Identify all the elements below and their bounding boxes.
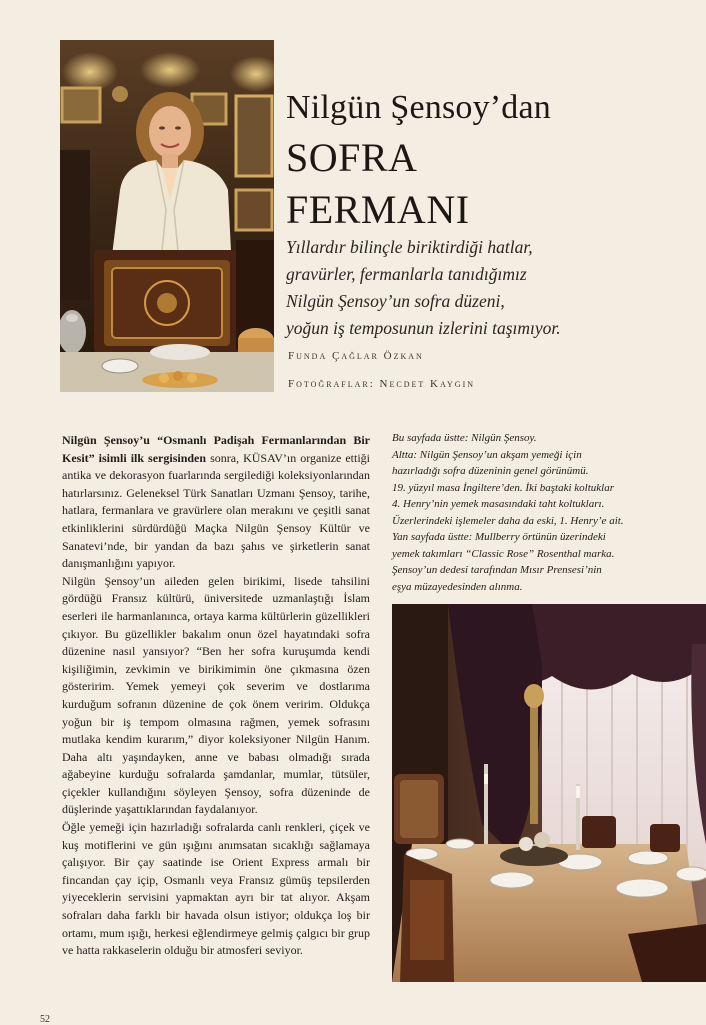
- page-number: 52: [40, 1014, 50, 1025]
- author-credit: Funda Çağlar Özkan: [288, 350, 424, 362]
- caption-line: yemek takımları “Classic Rose” Rosenthal marka.: [392, 547, 615, 560]
- lead-line: yoğun iş temposunun izlerini taşımıyor.: [286, 318, 561, 338]
- article-lead: [286, 234, 606, 342]
- lead-line: Nilgün Şensoy’un sofra düzeni,: [286, 291, 505, 311]
- lead-line: gravürler, fermanlarla tanıdığımız: [286, 264, 527, 284]
- caption-line: Yan sayfada üstte: Mullberry örtünün üzerindeki: [392, 531, 606, 543]
- article-title-line-2: SOFRA: [286, 135, 418, 180]
- body-paragraph: [62, 432, 370, 573]
- caption-line: Üzerlerindeki işlemeler daha da eski, 1. Henry’e ait.: [392, 514, 624, 527]
- portrait-photo: [60, 40, 274, 392]
- body-paragraph-3: Öğle yemeği için hazırladığı sofralarda canlı renkleri, çiçek ve kuş motiflerini ve gün ışığını anımsatan sıcaklığı sağlamaya çalışıyor. Bir çay saatinde ise Orient Express armalı bir fincandan çay içip, Osmanlı veya Fransız gümüş tepsilerden yiyeceklerin servisini yapmaktan ayrı bir tat alıyor. Akşam sofraları daha farklı bir havada olsun istiyor; oldukça loş bir ortamı, mum ışığı, herkesi eğlendirmeye gelmiş çalgıcı bir grup ve hatta rakkaselerin olduğu bir atmosferi seviyor.: [62, 820, 370, 958]
- caption-line: Altta: Nilgün Şensoy’un akşam yemeği için: [392, 448, 582, 461]
- photo-credit: Fotoğraflar: Necdet Kaygın: [288, 378, 476, 390]
- dining-table-photo: [392, 604, 706, 982]
- lead-line: Yıllardır bilinçle biriktirdiği hatlar,: [286, 237, 533, 257]
- article-title-line-1: Nilgün Şensoy’dan: [286, 89, 551, 126]
- caption-line: 19. yüzyıl masa İngiltere’den. İki baştaki koltuklar: [392, 481, 614, 494]
- caption-line: Şensoy’un dedesi tarafından Mısır Prensesi’nin: [392, 564, 602, 576]
- photo-caption: [392, 430, 692, 595]
- body-paragraph-1: sonra, KÜSAV’ın organize ettiği antika ve dekorasyon fuarlarında sergilediği koleksiyonlarından hatırlarsınız. Geleneksel Türk Sanatları Uzmanı Şensoy, tarihe, hatlara, fermanlara ve gravürlere olan merakını ve çeşitli sanat etkinliklerini sürdürdüğü Maçka Nilgün Şensoy Kültür ve Sanatevi’nde, bir yandan da bazı şahıs ve şirketlerin sanat danışmanlığını yapıyor.: [62, 450, 370, 571]
- body-paragraph-2: Nilgün Şensoy’un aileden gelen birikimi, lisede tahsilini gördüğü Fransız kültürü, üniversitede uzmanlaştığı İslam eserleri ile harmanlanınca, ortaya karma kültürlerin güzellikleri çıkıyor. Bu güzellikler bakalım onun özel hayatındaki sofra düzenine nasıl yansıyor? “Ben her sofra kuruşumda kendi kişiliğimin, zevkimin ve birikimimin öne çıkmasına özen gösteririm. Yemek yemeyi çok severim ve dostlarıma kurduğum sofranın düzenine de çok önem veririm. Oldukça yoğun bir iş tempom olmasına rağmen, yemek sofrasını mutlaka kendim kurarım,” diyor koleksiyoner Nilgün Hanım. Daha altı yaşındayken, anne ve babası olmadığı sırada ağabeyine kurduğu sofralarda şamdanlar, mumlar, tütsüler, çiçekler kullandığını söyleyen Şensoy, sofra düzeninde de düşlerinde yaşattıklarından faydalanıyor.: [62, 573, 370, 817]
- article-body: [62, 432, 370, 960]
- caption-line: hazırladığı sofra düzeninin genel görünümü.: [392, 465, 589, 477]
- body-intro-bold: Nilgün Şensoy’u “Osmanlı Padişah Fermanlarından Bir Kesit” isimli ilk sergisinden: [62, 433, 370, 465]
- caption-line: Bu sayfada üstte: Nilgün Şensoy.: [392, 432, 537, 444]
- article-title-line-3: FERMANI: [286, 187, 470, 232]
- caption-line: eşya müzayedesinden alınma.: [392, 580, 523, 593]
- caption-line: 4. Henry’nin yemek masasındaki taht koltukları.: [392, 498, 605, 510]
